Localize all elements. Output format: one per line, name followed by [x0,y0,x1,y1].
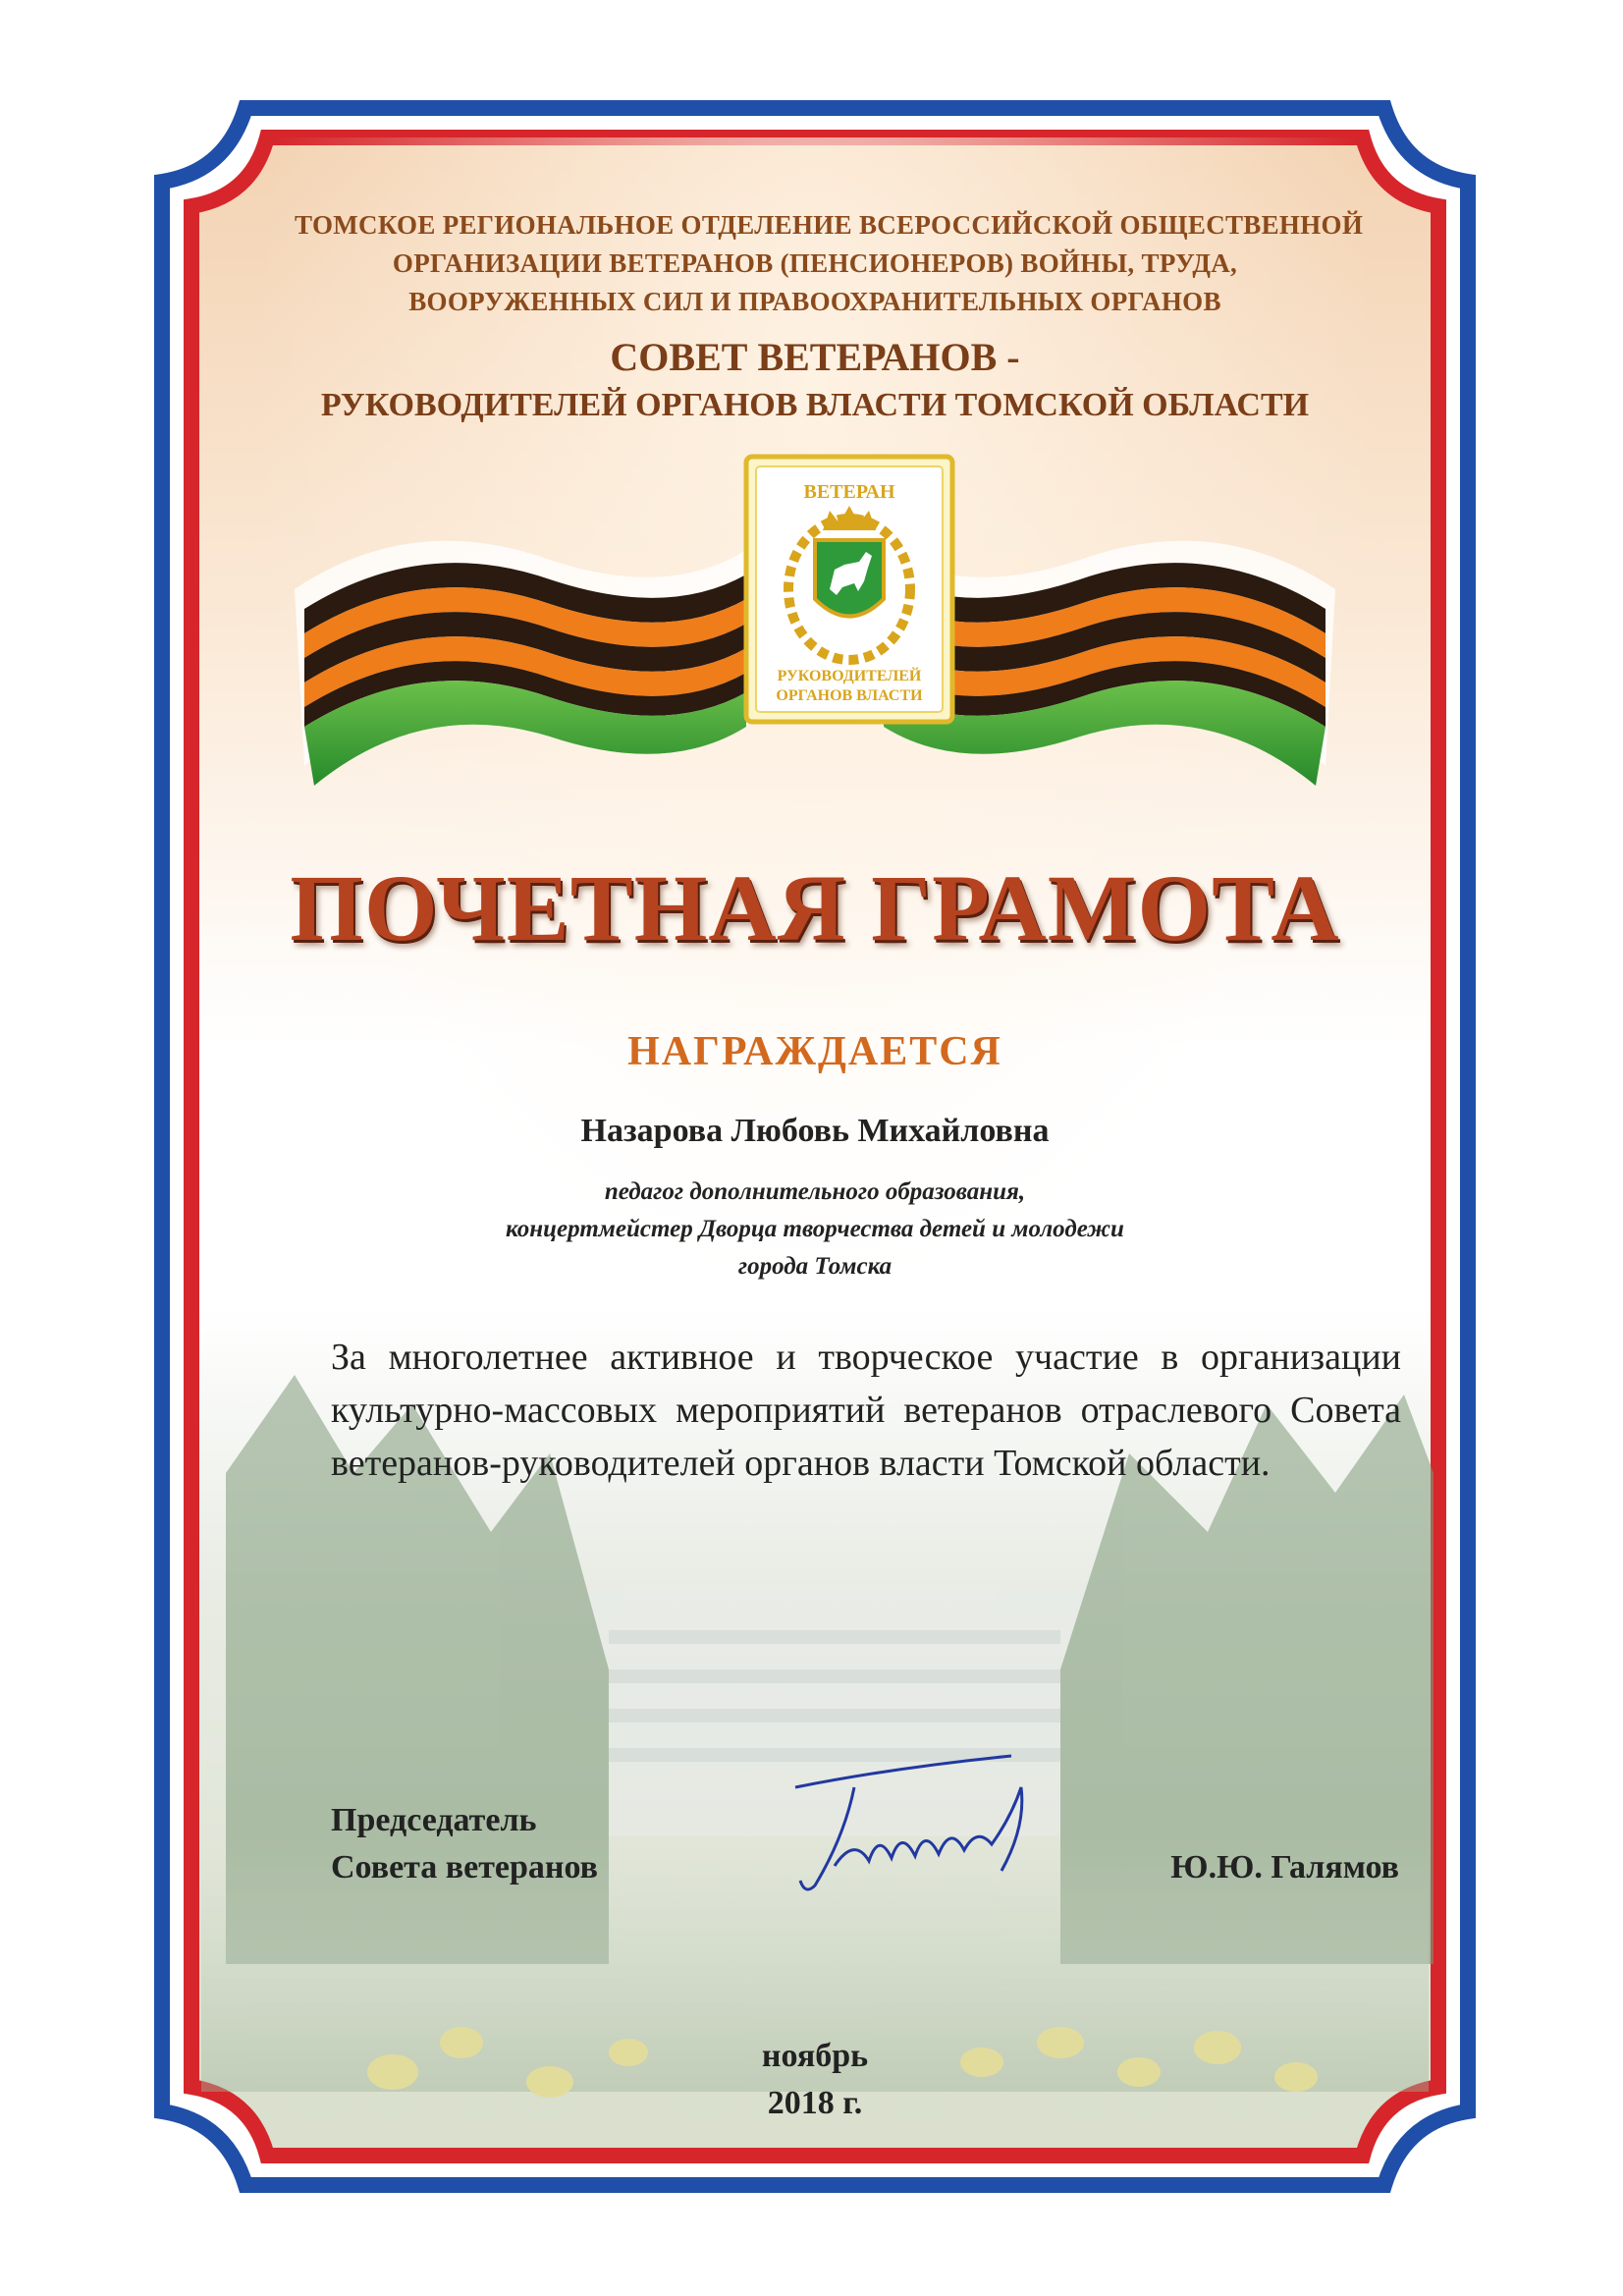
issue-date [687,2033,943,2127]
signatory-title [331,1797,598,1891]
signatory-name: Ю.Ю. Галямов [1170,1849,1399,1886]
position-line-1: педагог дополнительного образования, [604,1178,1026,1205]
emblem-bottom-text-2: ОРГАНОВ ВЛАСТИ [776,687,923,704]
awarded-label: НАГРАЖДАЕТСЯ [627,1029,1002,1074]
position-line-2: концертмейстер Дворца творчества детей и молодежи [506,1216,1124,1242]
position-line-3: города Томска [737,1253,893,1280]
council-line-1: СОВЕТ ВЕТЕРАНОВ - [610,335,1020,379]
award-reason: За многолетнее активное и творческое участие в организации культурно-массовых мероприятий ветеранов отраслевого Совета ветеранов-руководителей органов власти Томской области. [331,1337,1401,1484]
organization-line-3: ВООРУЖЕННЫХ СИЛ И ПРАВООХРАНИТЕЛЬНЫХ ОРГАНОВ [408,287,1221,316]
council-header [295,332,1335,428]
organization-header [295,206,1364,321]
emblem-top-text: ВЕТЕРАН [803,481,895,503]
council-line-2: РУКОВОДИТЕЛЕЙ ОРГАНОВ ВЛАСТИ ТОМСКОЙ ОБЛАСТИ [320,387,1310,423]
signatory-title-line-1: Председатель [331,1802,537,1838]
organization-line-2: ОРГАНИЗАЦИИ ВЕТЕРАНОВ (ПЕНСИОНЕРОВ) ВОЙНЫ, ТРУДА, [392,248,1238,278]
organization-line-1: ТОМСКОЕ РЕГИОНАЛЬНОЕ ОТДЕЛЕНИЕ ВСЕРОССИЙСКОЙ ОБЩЕСТВЕННОЙ [295,210,1364,240]
handwritten-signature [776,1748,1090,1895]
recipient-name: Назарова Любовь Михайловна [580,1113,1050,1149]
certificate-title: ПОЧЕТНАЯ ГРАМОТА [290,855,1340,960]
emblem-bottom-text-1: РУКОВОДИТЕЛЕЙ [777,668,922,684]
recipient-position [295,1174,1335,1285]
emblem-text-layer [746,457,952,722]
date-year: 2018 г. [767,2085,863,2121]
signatory-title-line-2: Совета ветеранов [331,1849,599,1886]
date-month: ноябрь [761,2038,869,2074]
